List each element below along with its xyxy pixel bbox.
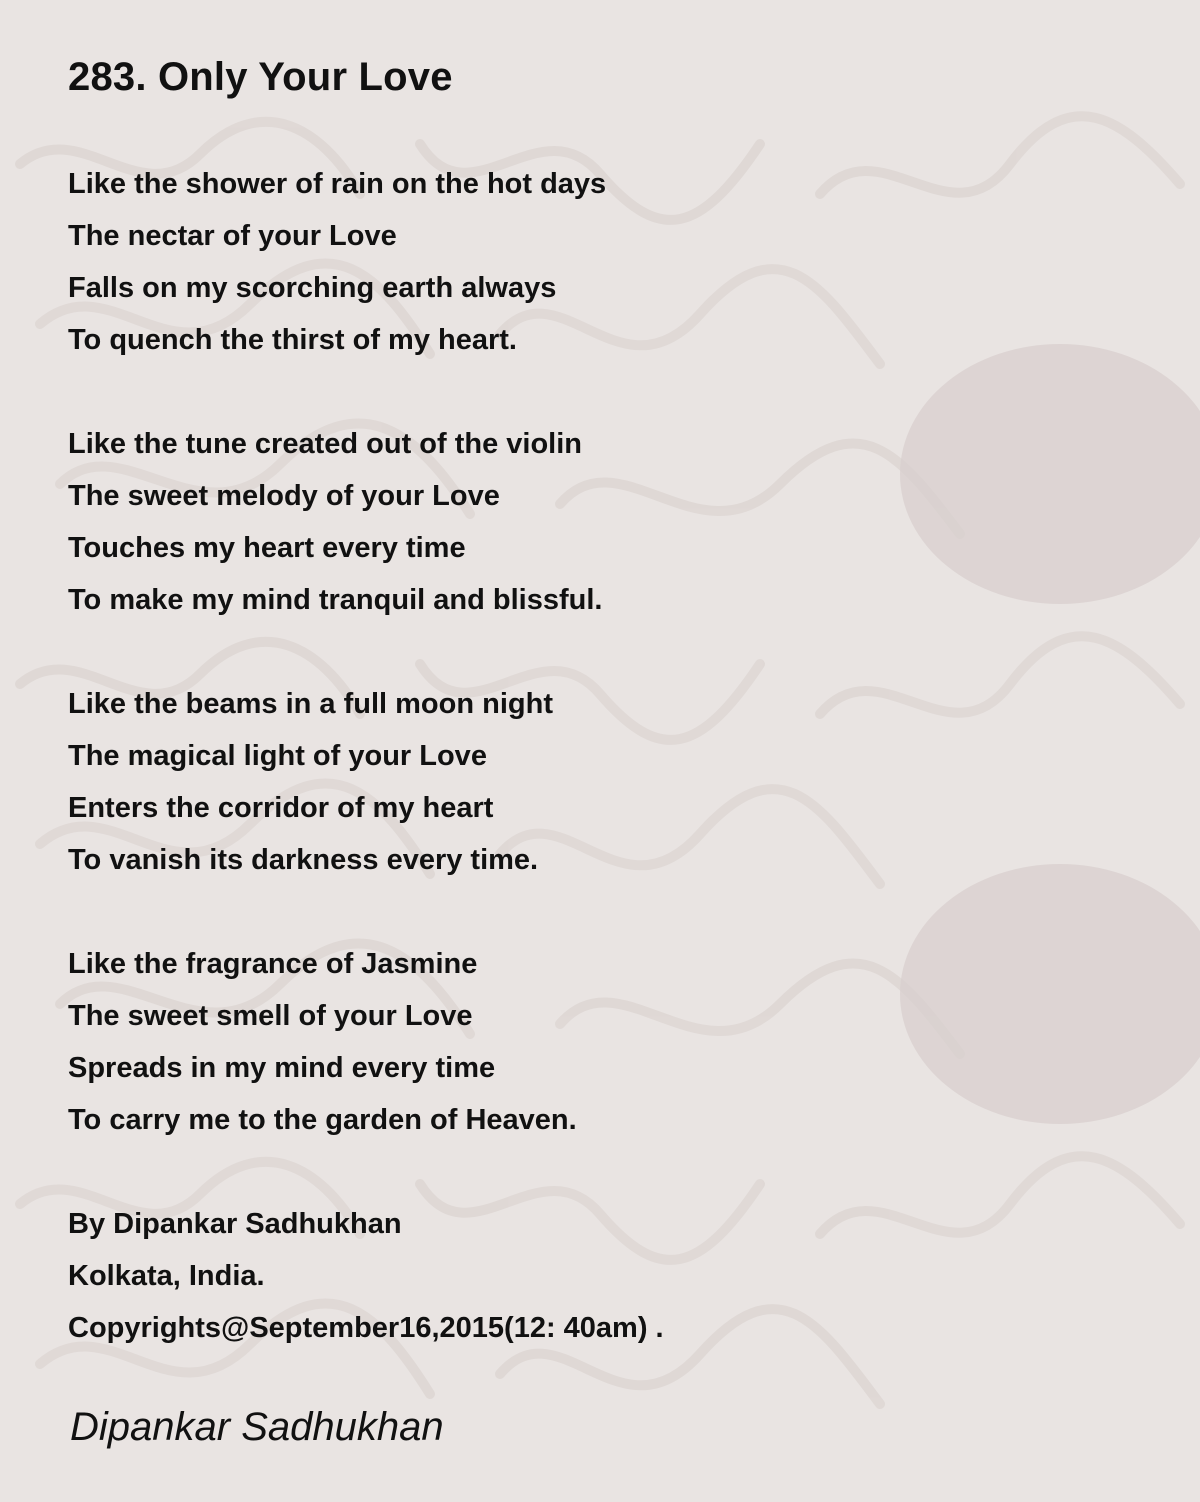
poem-line: Like the tune created out of the violin <box>68 428 582 460</box>
stanza <box>68 678 1148 886</box>
poem-line: To carry me to the garden of Heaven. <box>68 1104 577 1136</box>
poem-body <box>68 158 1148 1354</box>
poem-title: 283. Only Your Love <box>68 55 453 99</box>
poem-line: To quench the thirst of my heart. <box>68 324 517 356</box>
poem-line: To make my mind tranquil and blissful. <box>68 584 603 616</box>
author-credit-block <box>68 1198 1148 1354</box>
copyright-notice: Copyrights@September16,2015(12: 40am) . <box>68 1312 664 1344</box>
author-signature: Dipankar Sadhukhan <box>70 1405 444 1449</box>
poem-line: Touches my heart every time <box>68 532 466 564</box>
poem-line: The sweet smell of your Love <box>68 1000 473 1032</box>
poem-line: Spreads in my mind every time <box>68 1052 496 1084</box>
poem-line: The nectar of your Love <box>68 220 397 252</box>
poem-container <box>68 50 1148 1406</box>
poem-line: Like the beams in a full moon night <box>68 688 553 720</box>
poem-line: Like the shower of rain on the hot days <box>68 168 607 200</box>
stanza <box>68 158 1148 366</box>
author-byline: By Dipankar Sadhukhan <box>68 1208 402 1240</box>
stanza <box>68 938 1148 1146</box>
poem-line: Enters the corridor of my heart <box>68 792 494 824</box>
poem-line: Falls on my scorching earth always <box>68 272 557 304</box>
poem-line: The magical light of your Love <box>68 740 487 772</box>
poem-line: Like the fragrance of Jasmine <box>68 948 478 980</box>
poem-line: To vanish its darkness every time. <box>68 844 539 876</box>
author-location: Kolkata, India. <box>68 1260 265 1292</box>
stanza <box>68 418 1148 626</box>
poem-line: The sweet melody of your Love <box>68 480 500 512</box>
